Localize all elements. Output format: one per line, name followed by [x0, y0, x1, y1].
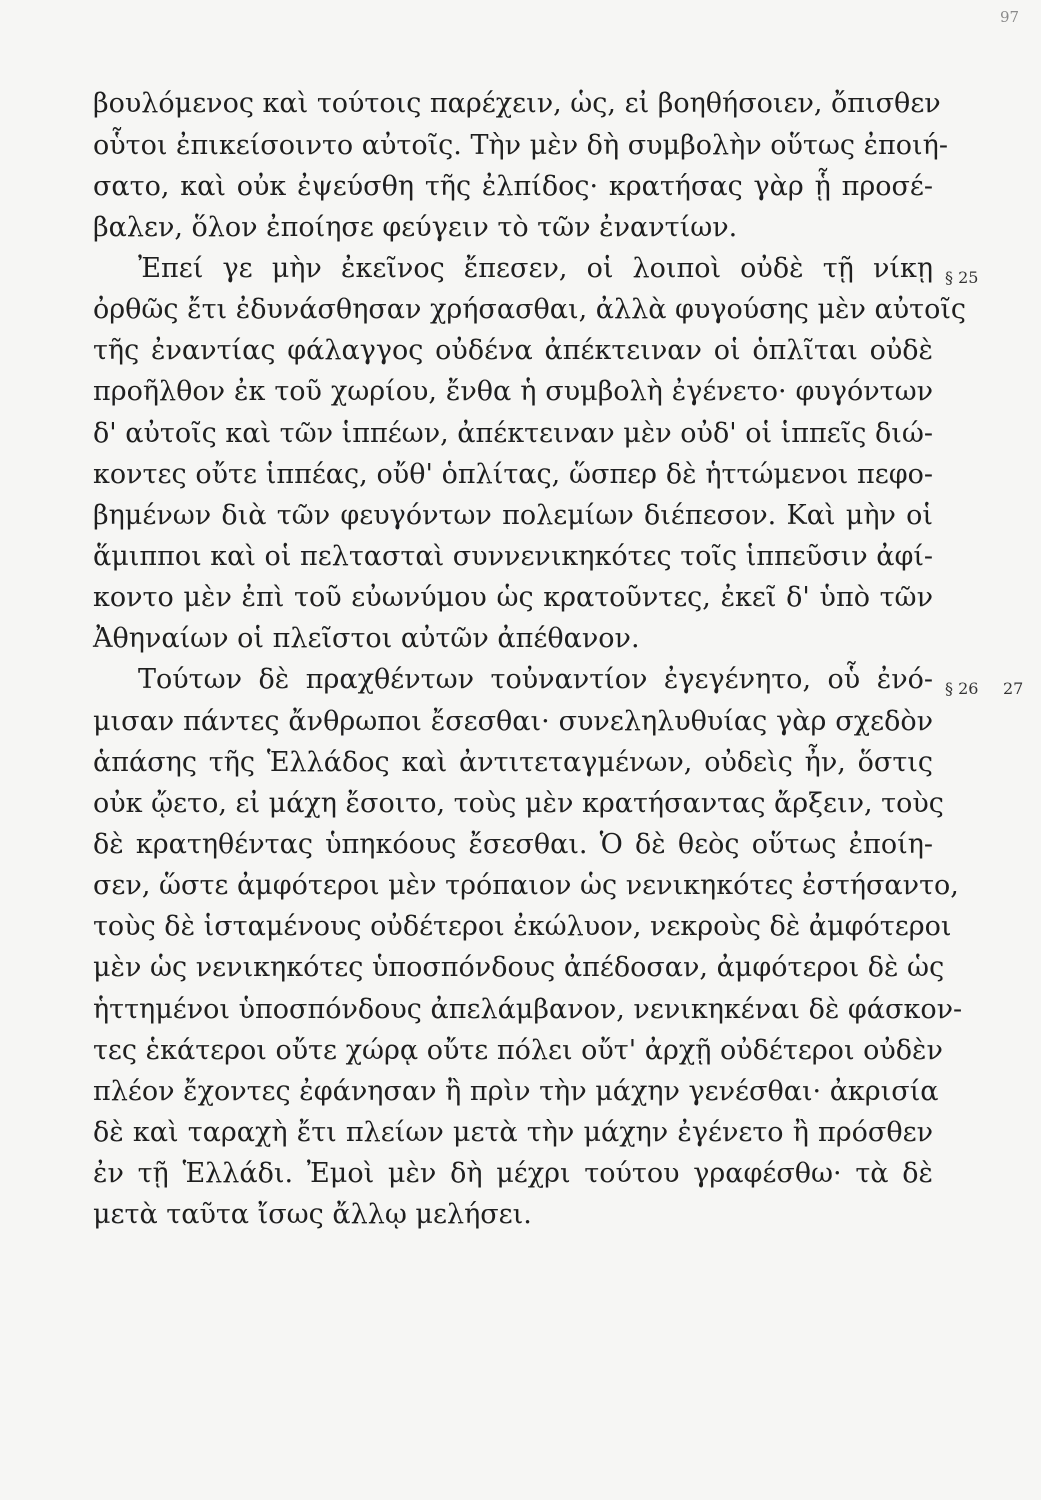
text-line: μὲν ὡς νενικηκότες ὑποσπόνδους ἀπέδοσαν, ἀμφότεροι δὲ ὡς — [93, 952, 945, 983]
text-line: ἅμιπποι καὶ οἱ πελτασταὶ συννενικηκότες τοῖς ἱππεῦσιν ἀφί- — [93, 541, 934, 572]
text-line: βαλεν, ὅλον ἐποίησε φεύγειν τὸ τῶν ἐναντίων. — [93, 212, 738, 243]
text-line: Ἀθηναίων οἱ πλεῖστοι αὐτῶν ἀπέθανον. — [93, 623, 640, 654]
text-line: βημένων διὰ τῶν φευγόντων πολεμίων διέπεσον. Καὶ μὴν οἱ — [93, 500, 933, 531]
text-line: ἡττημένοι ὑποσπόνδους ἀπελάμβανον, νενικηκέναι δὲ φάσκον- — [93, 994, 963, 1025]
text-line: οὐκ ᾤετο, εἰ μάχη ἔσοιτο, τοὺς μὲν κρατήσαντας ἄρξειν, τοὺς — [93, 788, 944, 819]
paragraph-start-line: Τούτων δὲ πραχθέντων τοὐναντίον ἐγεγένητο, οὗ ἐνό- — [138, 664, 933, 695]
text-line: μετὰ ταῦτα ἴσως ἄλλῳ μελήσει. — [93, 1199, 532, 1230]
text-line: μισαν πάντες ἄνθρωποι ἔσεσθαι· συνεληλυθυίας γὰρ σχεδὸν — [93, 706, 933, 737]
text-line: ὀρθῶς ἔτι ἐδυνάσθησαν χρήσασθαι, ἀλλὰ φυγούσης μὲν αὐτοῖς — [93, 294, 967, 325]
text-line: οὗτοι ἐπικείσοιντο αὐτοῖς. Τὴν μὲν δὴ συμβολὴν οὕτως ἐποιή- — [93, 130, 948, 161]
text-line: πλέον ἔχοντες ἐφάνησαν ἢ πρὶν τὴν μάχην γενέσθαι· ἀκρισία — [93, 1076, 939, 1107]
text-line: ἐν τῇ Ἑλλάδι. Ἐμοὶ μὲν δὴ μέχρι τούτου γραφέσθω· τὰ δὲ — [93, 1158, 933, 1189]
section-marker-25: § 25 — [945, 268, 979, 287]
text-line: δὲ κρατηθέντας ὑπηκόους ἔσεσθαι. Ὁ δὲ θεὸς οὕτως ἐποίη- — [93, 829, 933, 860]
page-number: 97 — [1000, 8, 1020, 26]
text-line: σατο, καὶ οὐκ ἐψεύσθη τῆς ἐλπίδος· κρατήσας γὰρ ᾗ προσέ- — [93, 171, 933, 202]
text-line: προῆλθον ἐκ τοῦ χωρίου, ἔνθα ἡ συμβολὴ ἐγένετο· φυγόντων — [93, 376, 933, 407]
line-marker-27: 27 — [1003, 679, 1024, 698]
text-line: δ' αὐτοῖς καὶ τῶν ἱππέων, ἀπέκτειναν μὲν οὐδ' οἱ ἱππεῖς διώ- — [93, 418, 933, 449]
text-line: τῆς ἐναντίας φάλαγγος οὐδένα ἀπέκτειναν οἱ ὁπλῖται οὐδὲ — [93, 335, 933, 366]
text-line: βουλόμενος καὶ τούτοις παρέχειν, ὡς, εἰ βοηθήσοιεν, ὄπισθεν — [93, 88, 941, 119]
text-line: ἁπάσης τῆς Ἑλλάδος καὶ ἀντιτεταγμένων, οὐδεὶς ἦν, ὅστις — [93, 747, 933, 778]
text-line: τες ἑκάτεροι οὔτε χώρᾳ οὔτε πόλει οὔτ' ἀρχῇ οὐδέτεροι οὐδὲν — [93, 1035, 943, 1066]
section-marker-26: § 26 — [945, 679, 979, 698]
paragraph-start-line: Ἐπεί γε μὴν ἐκεῖνος ἔπεσεν, οἱ λοιποὶ οὐδὲ τῇ νίκῃ — [138, 253, 933, 284]
text-line: κοντο μὲν ἐπὶ τοῦ εὐωνύμου ὡς κρατοῦντες, ἐκεῖ δ' ὑπὸ τῶν — [93, 582, 933, 613]
text-line: δὲ καὶ ταραχὴ ἔτι πλείων μετὰ τὴν μάχην ἐγένετο ἢ πρόσθεν — [93, 1117, 933, 1148]
text-line: κοντες οὔτε ἱππέας, οὔθ' ὁπλίτας, ὥσπερ δὲ ἡττώμενοι πεφο- — [93, 459, 933, 490]
text-line: σεν, ὥστε ἀμφότεροι μὲν τρόπαιον ὡς νενικηκότες ἐστήσαντο, — [93, 870, 959, 901]
text-line: τοὺς δὲ ἱσταμένους οὐδέτεροι ἐκώλυον, νεκροὺς δὲ ἀμφότεροι — [93, 911, 952, 942]
